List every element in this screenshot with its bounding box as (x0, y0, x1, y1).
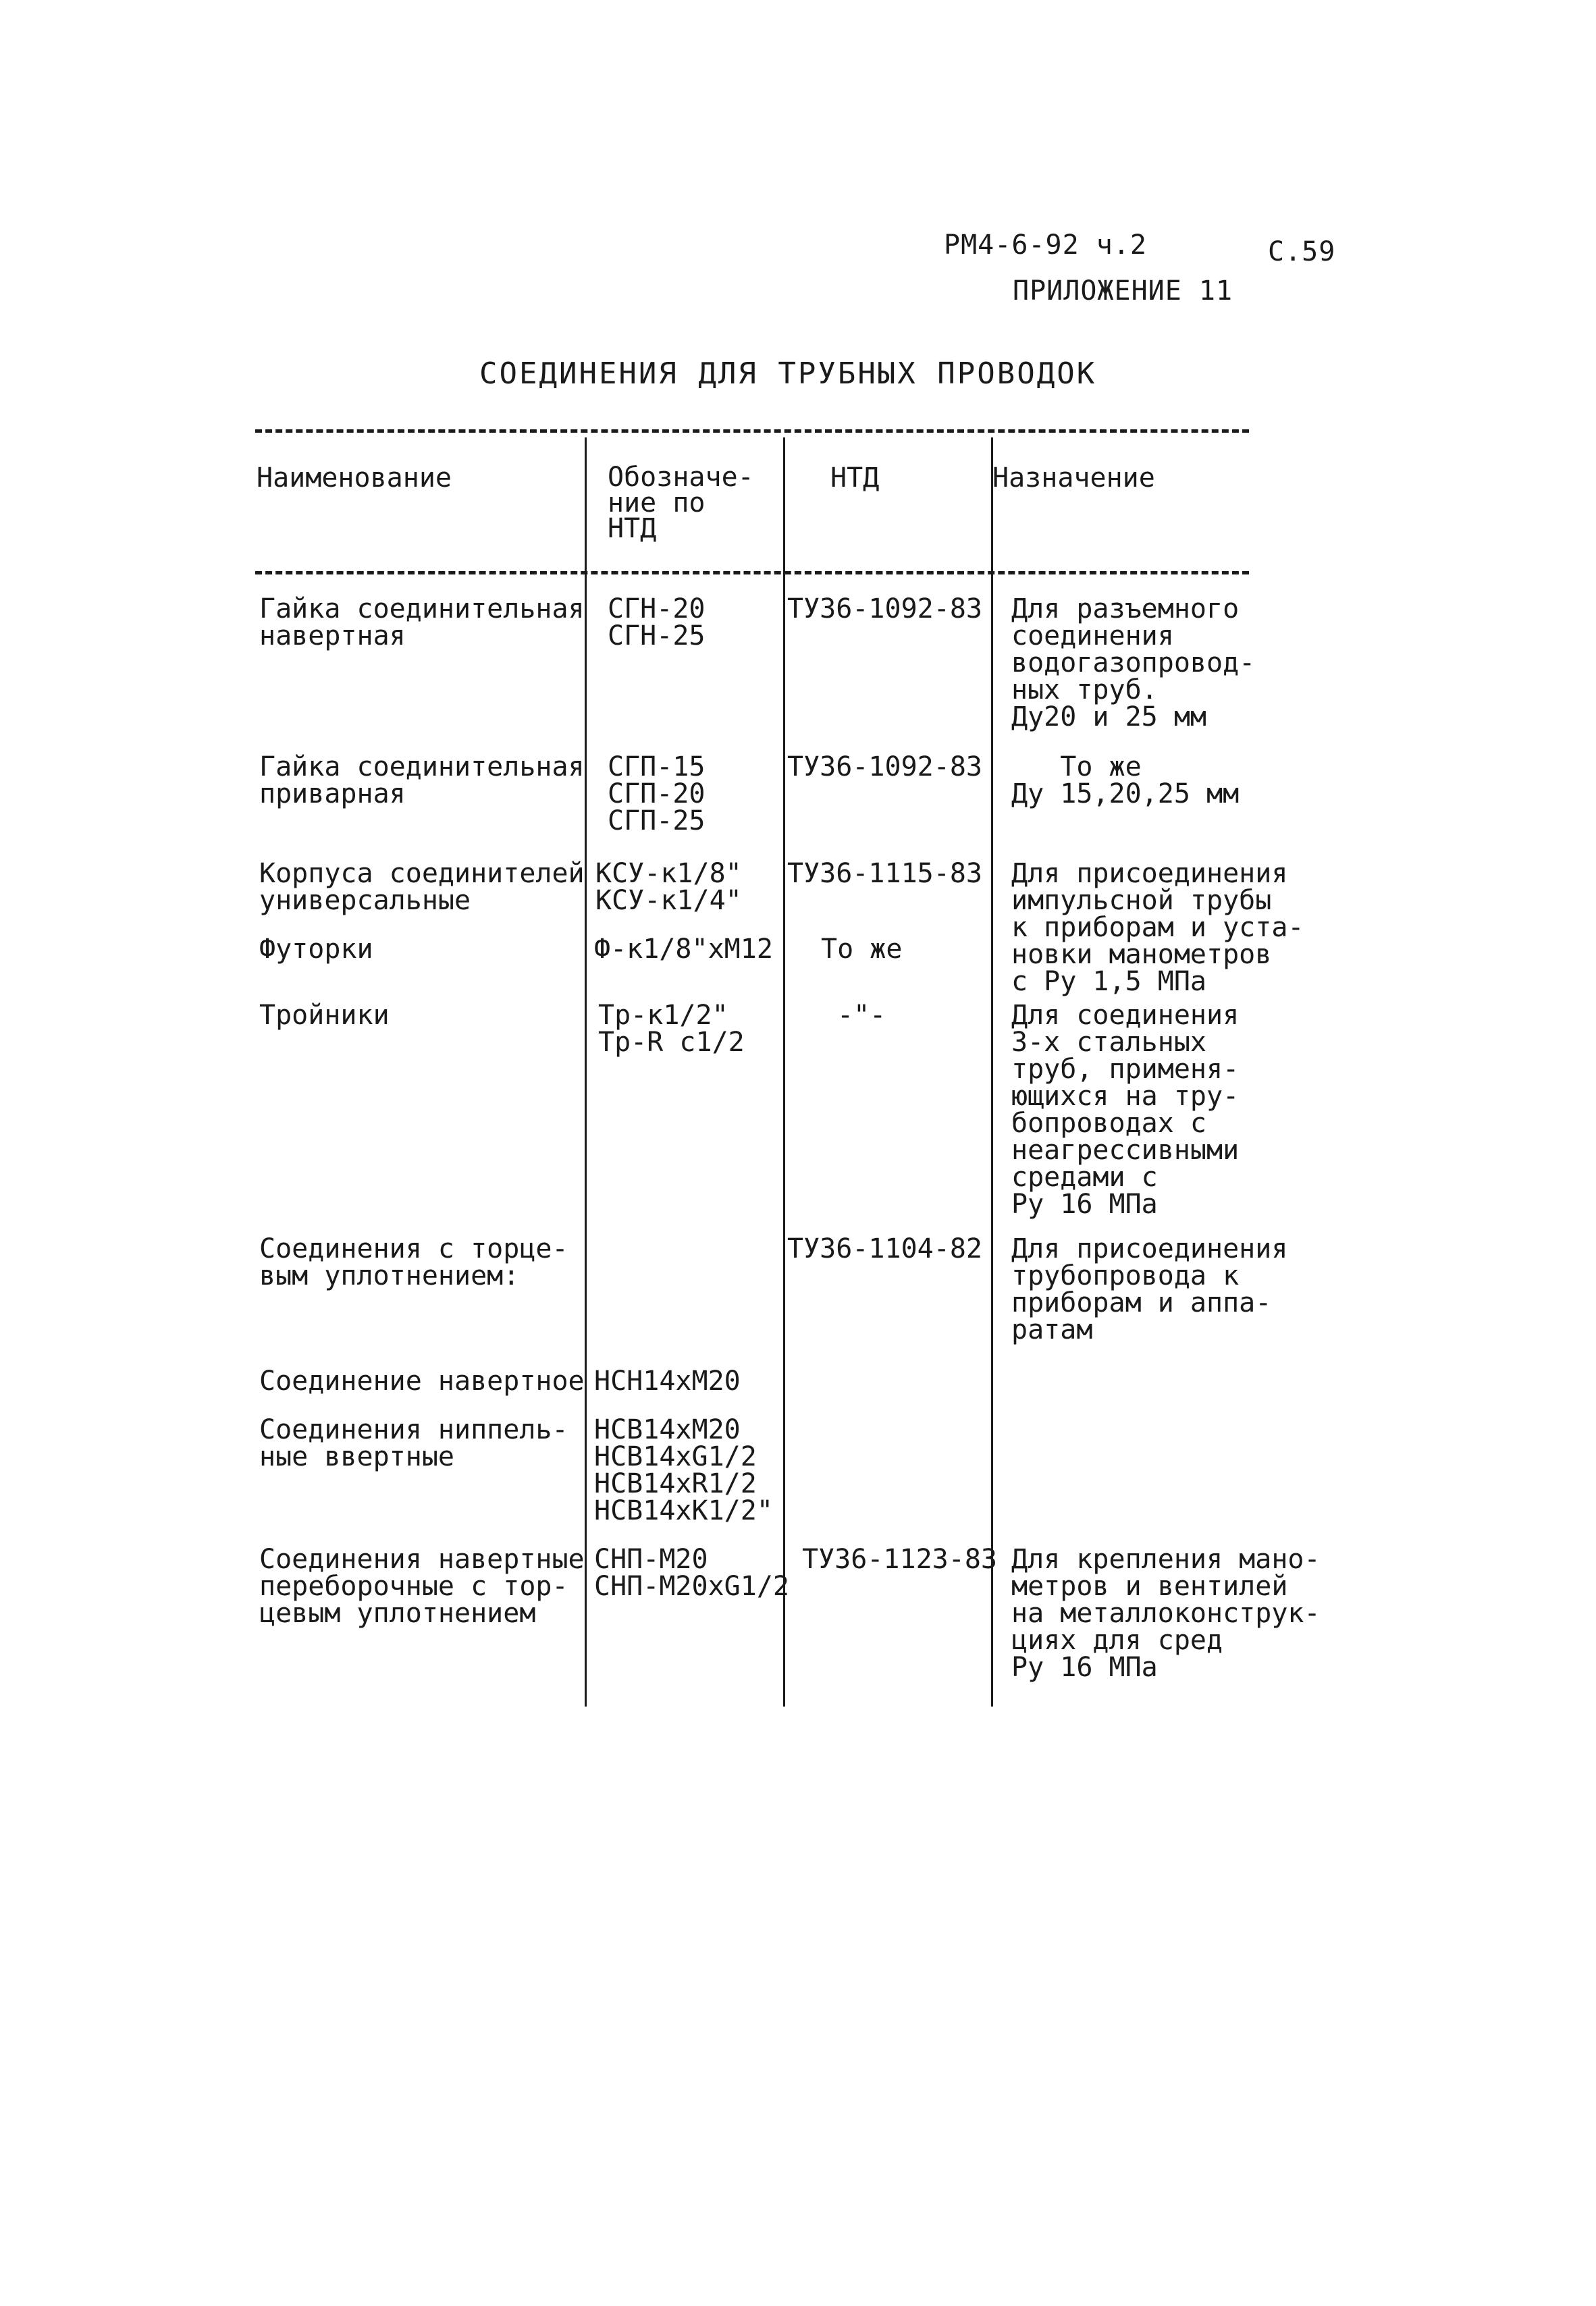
row-4-ntd: То же (821, 934, 903, 965)
header-bottom-rule (255, 571, 1249, 574)
page-title: СОЕДИНЕНИЯ ДЛЯ ТРУБНЫХ ПРОВОДОК (479, 356, 1097, 391)
header-name: Наименование (257, 462, 452, 493)
row-1-ntd: ТУ36-1092-83 (787, 593, 982, 624)
row-8-name: Соединения ниппель- ные ввертные (259, 1414, 568, 1472)
table-top-rule (255, 429, 1249, 433)
row-6-name: Соединения с торце- вым уплотнением: (259, 1233, 568, 1291)
row-9-purpose: Для крепления мано- метров и вентилей на металлоконструк- циях для сред Ру 16 МПа (1011, 1544, 1321, 1683)
row-4-designation: Ф-к1/8"хМ12 (594, 934, 773, 965)
doc-code: РМ4-6-92 ч.2 (944, 230, 1147, 261)
column-divider-3 (991, 437, 993, 1707)
row-6-ntd: ТУ36-1104-82 (787, 1233, 982, 1264)
row-5-ntd: -"- (837, 1000, 886, 1031)
header-designation: Обозначе- ние по НТД (608, 462, 754, 544)
row-5-purpose: Для соединения 3-х стальных труб, применя- ющихся на тру- бопроводах с неагрессивными средами с Ру 16 МПа (1011, 1000, 1240, 1220)
row-5-name: Тройники (259, 1000, 390, 1031)
row-2-name: Гайка соединительная приварная (259, 751, 585, 809)
appendix-label: ПРИЛОЖЕНИЕ 11 (1013, 275, 1233, 306)
header-ntd: НТД (830, 462, 880, 493)
column-divider-1 (585, 437, 587, 1707)
column-divider-2 (783, 437, 785, 1707)
row-9-designation: СНП-М20 СНП-М20хG1/2 (594, 1544, 789, 1602)
row-9-name: Соединения навертные переборочные с тор- цевым уплотнением (259, 1544, 585, 1629)
row-3-purpose: Для присоединения импульсной трубы к приборам и уста- новки манометров с Ру 1,5 МПа (1011, 858, 1304, 997)
row-1-purpose: Для разъемного соединения водогазопровод- ных труб. Ду20 и 25 мм (1011, 593, 1256, 732)
header-purpose: Назначение (992, 462, 1155, 493)
row-2-ntd: ТУ36-1092-83 (787, 751, 982, 782)
row-5-designation: Тр-к1/2" Тр-R с1/2 (598, 1000, 745, 1058)
row-1-designation: СГН-20 СГН-25 (608, 593, 706, 651)
row-7-designation: НСН14хМ20 (594, 1366, 741, 1397)
row-2-purpose: То же Ду 15,20,25 мм (1011, 751, 1240, 809)
row-1-name: Гайка соединительная навертная (259, 593, 585, 651)
row-3-designation: КСУ-к1/8" КСУ-к1/4" (595, 858, 742, 916)
row-2-designation: СГП-15 СГП-20 СГП-25 (608, 751, 706, 836)
row-3-ntd: ТУ36-1115-83 (787, 858, 982, 889)
row-8-designation: НСВ14хМ20 НСВ14хG1/2 НСВ14хR1/2 НСВ14хК1/2" (594, 1414, 773, 1526)
row-3-name: Корпуса соединителей универсальные (259, 858, 585, 916)
row-9-ntd: ТУ36-1123-83 (802, 1544, 997, 1575)
row-6-purpose: Для присоединения трубопровода к приборам и аппа- ратам (1011, 1233, 1288, 1345)
page-number: С.59 (1268, 236, 1336, 267)
row-7-name: Соединение навертное (259, 1366, 585, 1397)
row-4-name: Футорки (259, 934, 373, 965)
